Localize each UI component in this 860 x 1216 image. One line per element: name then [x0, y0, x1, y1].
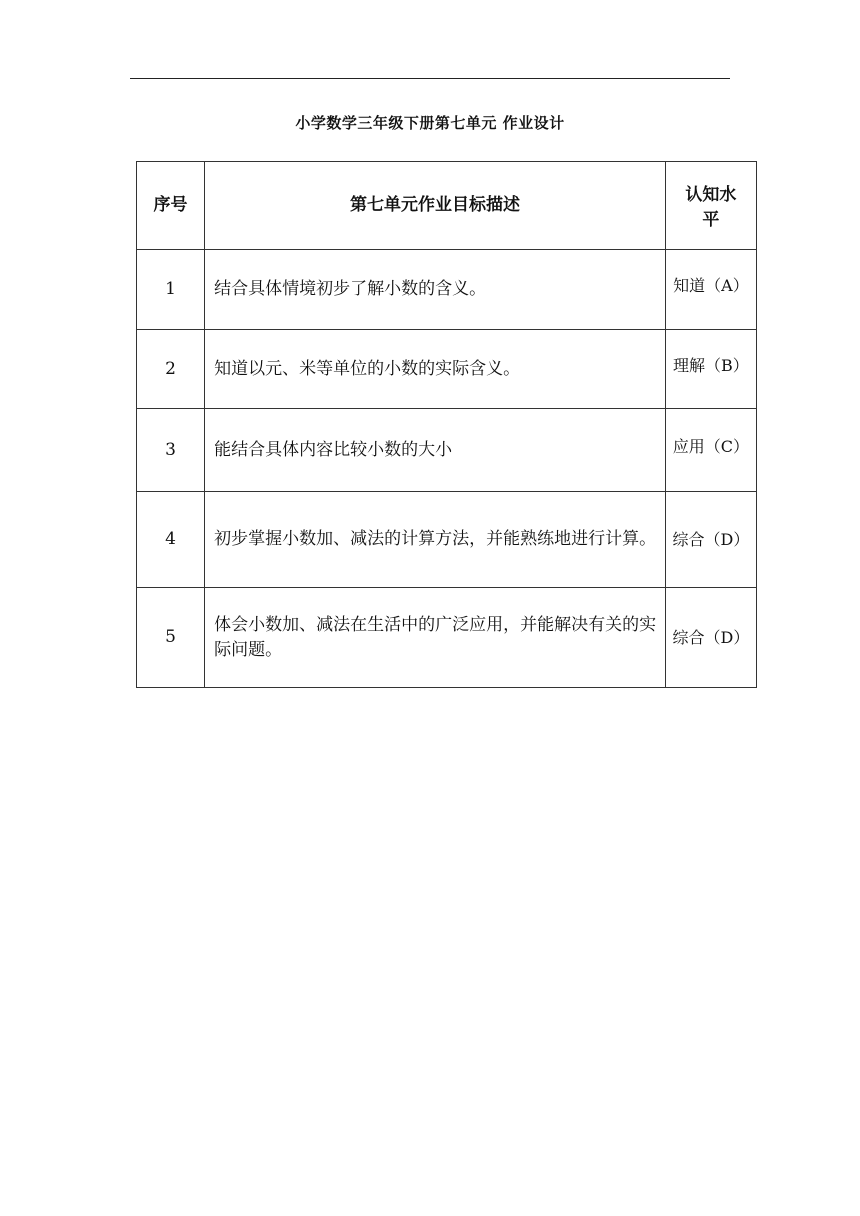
table-row — [137, 492, 757, 588]
table-row — [137, 588, 757, 688]
row-level-text: 理解（B） — [673, 355, 749, 375]
row-desc: 体会小数加、减法在生活中的广泛应用，并能解决有关的实际问题。 — [205, 588, 666, 688]
row-level — [665, 588, 756, 688]
header-desc: 第七单元作业目标描述 — [205, 162, 666, 250]
header-level-line2: 平 — [702, 209, 720, 230]
row-desc: 初步掌握小数加、减法的计算方法，并能熟练地进行计算。 — [205, 492, 666, 588]
row-desc: 知道以元、米等单位的小数的实际含义。 — [205, 330, 666, 409]
row-no: 2 — [137, 330, 205, 409]
table-row — [137, 250, 757, 330]
table-row — [137, 330, 757, 409]
table-row — [137, 409, 757, 492]
row-level — [665, 492, 756, 588]
row-no: 4 — [137, 492, 205, 588]
header-level-line1: 认知水 — [685, 184, 737, 205]
row-level-text: 综合（D） — [672, 628, 750, 647]
row-level — [665, 330, 756, 409]
header-level — [665, 162, 756, 250]
row-level-text: 应用（C） — [672, 436, 750, 456]
row-level — [665, 250, 756, 330]
table-header-row — [137, 162, 757, 250]
header-no: 序号 — [137, 162, 205, 250]
row-level — [665, 409, 756, 492]
row-level-text: 知道（A） — [673, 276, 749, 295]
row-no: 1 — [137, 250, 205, 330]
goals-table — [136, 161, 757, 688]
header-rule — [130, 78, 730, 79]
row-no: 3 — [137, 409, 205, 492]
row-desc: 能结合具体内容比较小数的大小 — [205, 409, 666, 492]
document-title: 小学数学三年级下册第七单元 作业设计 — [295, 114, 565, 132]
row-no: 5 — [137, 588, 205, 688]
row-desc: 结合具体情境初步了解小数的含义。 — [205, 250, 666, 330]
row-level-text: 综合（D） — [672, 530, 750, 549]
